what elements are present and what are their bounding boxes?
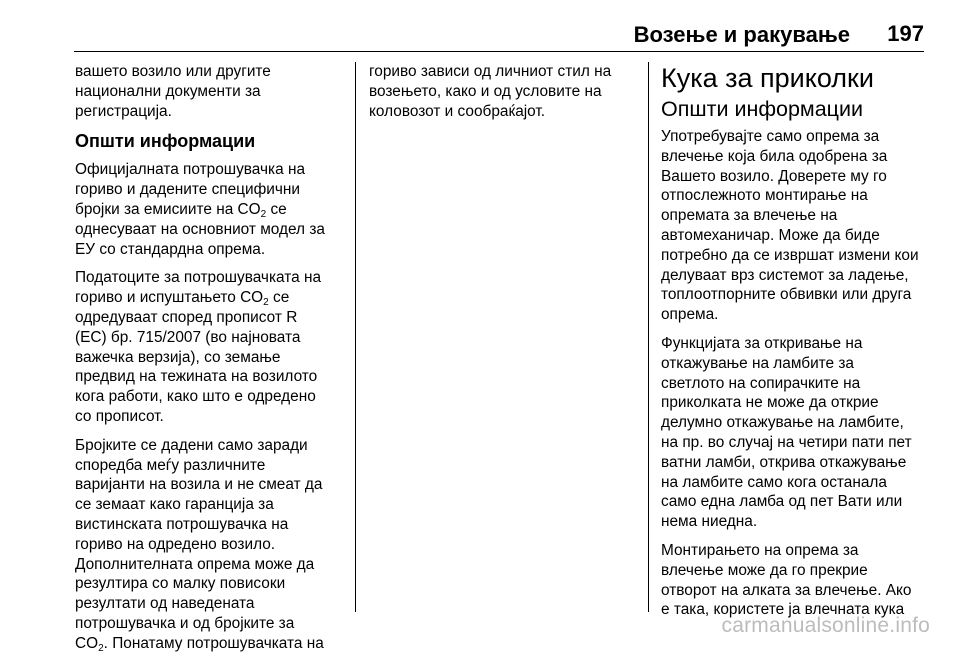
text-line: топлоотпорните обвивки или друга [661,286,912,304]
lamp-detection-paragraph [661,334,927,532]
text-line: нема ниедна. [661,513,758,531]
text-fragment: се [268,289,290,307]
text-fragment: гориво и испуштањето CO [75,289,264,307]
text-line: (ЕС) бр. 715/2007 (во најновата [75,328,301,346]
text-line: потребно да се извршат измени кои [661,246,919,264]
section-heading: Општи информации [75,131,256,152]
text-line: Податоците за потрошувачката на [75,269,322,287]
equipment-paragraph [661,127,927,325]
text-line: вашето возило или другите [75,63,271,80]
text-line: ватни ламби, открива откажување [661,453,907,471]
text-line: приколката не може да открие [661,394,879,412]
column-1 [75,62,347,663]
column-2 [369,62,641,130]
text-line: Вашето возило. Доверете му го [661,167,887,185]
text-line: влечење може да го прекрие [661,561,868,579]
text-line: со прописот. [75,407,164,425]
text-line: отпослежното монтирање на [661,187,868,205]
text-line: предвид на тежината на возилото [75,368,318,386]
text-fragment: бројки за емисиите на CO [75,200,261,218]
data-paragraph [75,268,347,426]
text-line: делумно откажување на ламбите, [661,414,904,432]
text-line: на пр. во случај на четири пати пет [661,433,912,451]
text-fragment: се [266,200,287,218]
text-line: одредуваат според прописот R [75,308,298,326]
column-divider-2 [648,62,649,612]
mounting-paragraph [661,541,927,620]
text-line: Функцијата за откривање на [661,334,863,352]
text-line: гориво и дадените специфични [75,181,300,199]
text-line-co2 [75,288,347,308]
page-number: 197 [887,21,924,46]
subscript: 2 [98,642,104,654]
text-line: варијанти на возила и не смеат да [75,476,323,494]
text-line: влечење која била одобрена за [661,147,888,165]
text-line: гориво на одредено возило. [75,535,276,553]
text-line: гориво зависи од личниот стил на [369,63,612,80]
continuation-paragraph [369,62,641,121]
text-line: резултати од наведената [75,595,255,613]
subscript: 2 [263,297,269,309]
intro-paragraph [75,62,347,121]
text-line: делуваат врз системот за ладење, [661,266,909,284]
text-line: однесуваат на основниот модел за [75,220,325,238]
consumption-paragraph [75,160,347,259]
chapter-title: Возење и ракување [633,22,850,47]
text-line: национални документи за [75,82,261,100]
comparison-paragraph [75,436,347,654]
subscript: 2 [260,208,267,220]
text-line: опремата за влечење на [661,207,838,225]
text-line: возењето, како и од условите на [369,82,602,100]
text-line: Употребувајте само опрема за [661,128,880,145]
chapter-section-title: Кука за приколки [661,63,874,93]
page-header [0,0,960,58]
text-line: коловозот и сообраќајот. [369,102,546,120]
watermark: carmanualsonline.info [721,614,930,637]
text-line: е така, користете ја влечната кука [661,601,905,619]
header-rule [74,51,924,52]
section-subtitle: Општи информации [661,97,864,121]
text-line: отворот на алката за влечење. Ако [661,581,912,599]
text-line: Монтирањето на опрема за [661,541,859,559]
text-line: потрошувачка и од бројките за [75,614,295,632]
text-line-co2 [75,200,347,220]
text-line: ЕУ со стандардна опрема. [75,240,266,258]
text-line: се земаат како гаранција за [75,496,274,514]
text-line: регистрација. [75,102,172,120]
text-fragment: CO [75,634,99,652]
text-line: опрема. [661,306,719,324]
text-line: Официјалната потрошувачка на [75,161,306,179]
text-line: само една ламба од пет Вати или [661,493,903,511]
text-line: Дополнителната опрема може да [75,555,315,573]
text-fragment: . Понатаму потрошувачката на [103,634,324,652]
text-line: на ламбите само кога останала [661,473,887,491]
text-line: кога работи, како што е одредено [75,388,316,406]
text-line: откажување на ламбите за [661,354,854,372]
text-line: вистинската потрошувачка на [75,515,289,533]
text-line: споредба меѓу различните [75,456,266,474]
text-line: Бројките се дадени само заради [75,436,308,454]
text-line: светлото на сопирачките на [661,374,861,392]
column-divider-1 [355,62,356,612]
text-line-co2 [75,634,347,654]
text-line: автомеханичар. Може да биде [661,226,880,244]
column-3 [661,62,927,629]
text-line: важечка верзија), со земање [75,348,281,366]
text-line: резултира со малку повисоки [75,575,286,593]
